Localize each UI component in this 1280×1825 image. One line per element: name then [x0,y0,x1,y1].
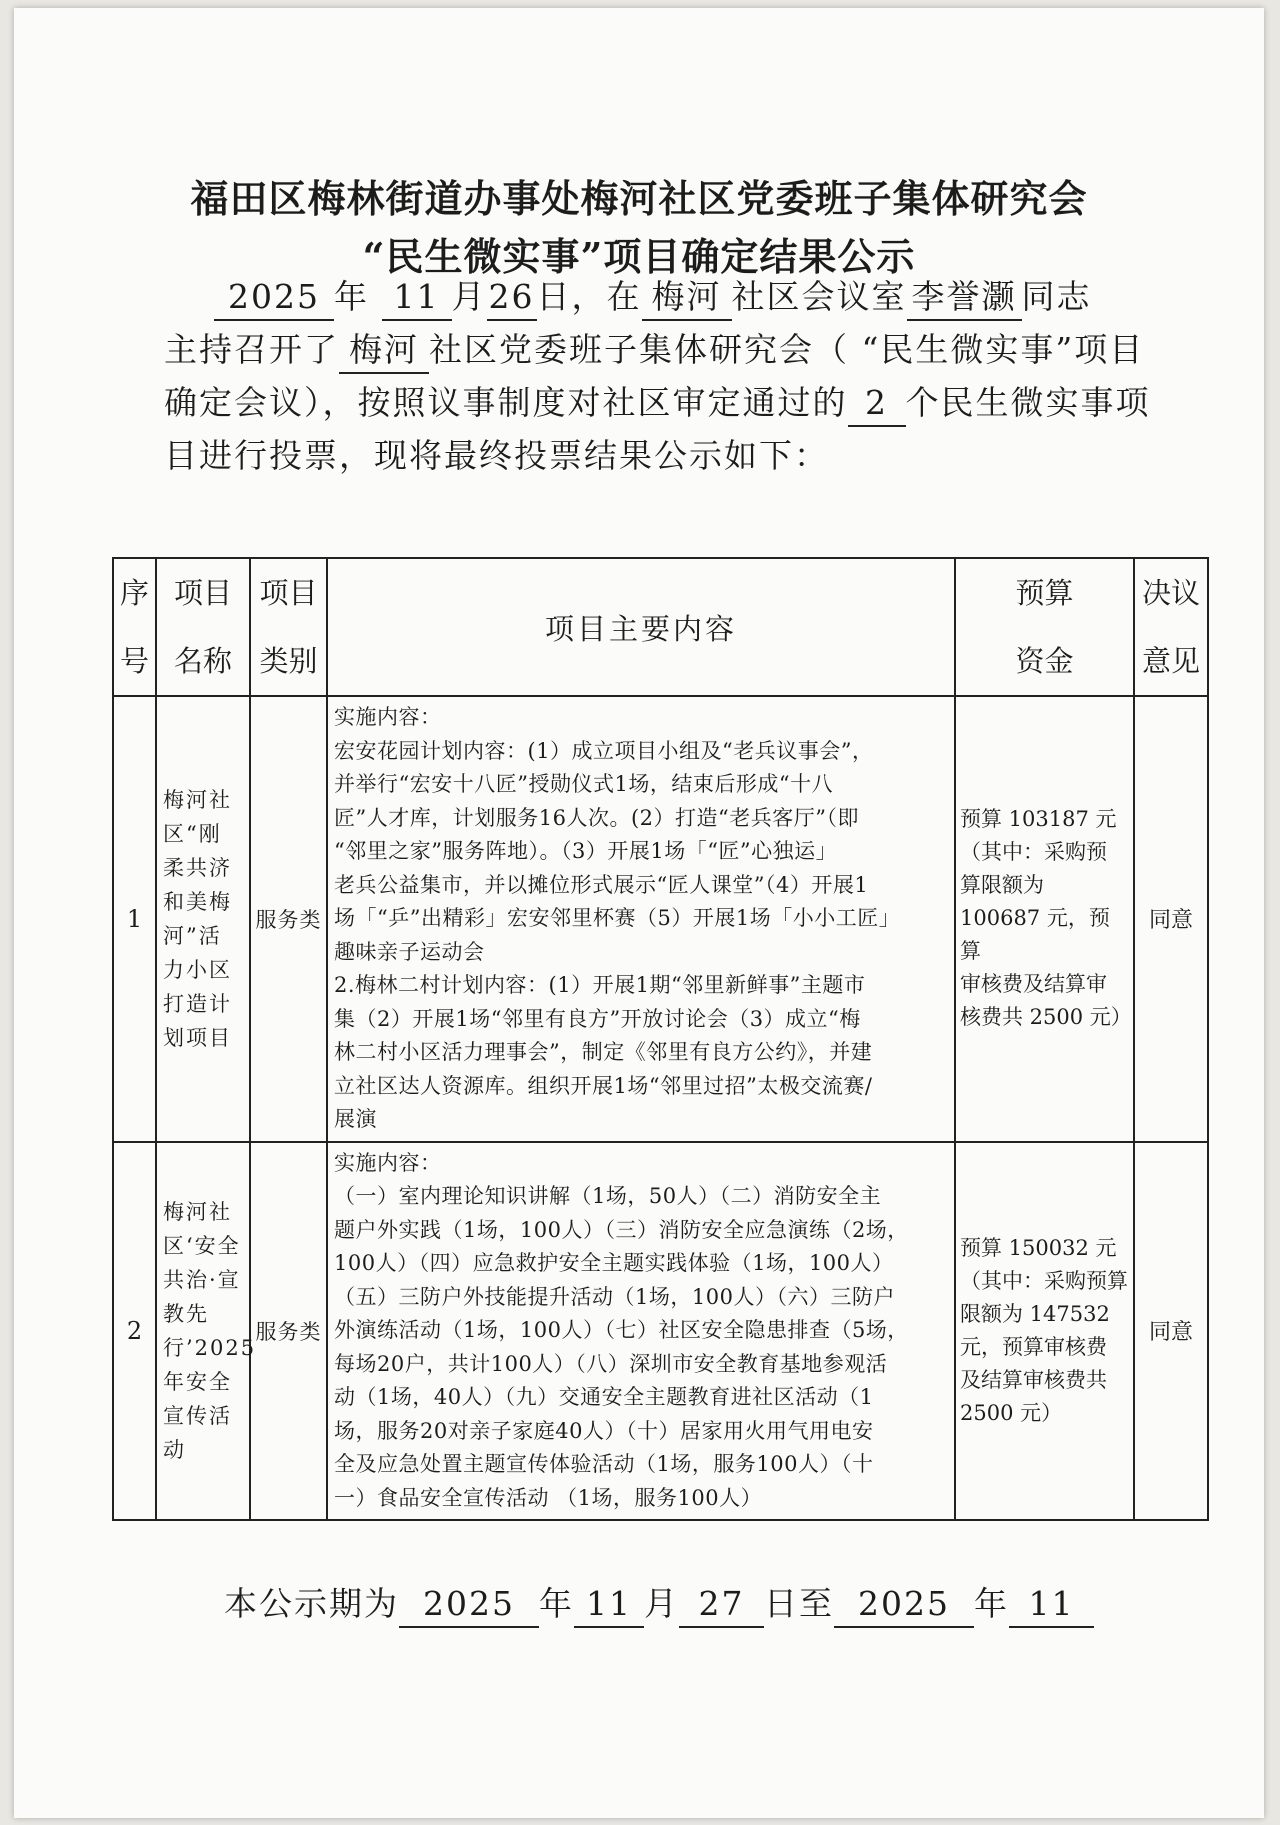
document-page [14,8,1264,1818]
intro-line-3: 确定会议），按照议事制度对社区审定通过的 2 个民生微实事项 [164,376,1174,429]
project-count: 2 [848,381,906,427]
row-serial: 1 [113,696,156,1142]
row-decision: 同意 [1134,696,1208,1142]
start-month: 11 [574,1582,644,1628]
page-title-line-1: 福田区梅林街道办事处梅河社区党委班子集体研究会 [190,176,1088,221]
header-budget: 预算 资金 [955,558,1134,696]
table-row [113,696,1208,1142]
row-serial: 2 [113,1142,156,1521]
start-year: 2025 [399,1582,539,1628]
meeting-day: 26 [487,275,537,321]
header-project-type: 项目 类别 [250,558,327,696]
page-title-line-2: “民生微实事”项目确定结果公示 [362,234,916,279]
end-year: 2025 [834,1582,974,1628]
intro-line-1: 2025 年 11 月26日，在 梅河 社区会议室 李誉灏 同志 [164,270,1174,323]
start-day: 27 [679,1582,764,1628]
row-project-type: 服务类 [250,1142,327,1521]
row-decision: 同意 [1134,1142,1208,1521]
table-row [113,1142,1208,1521]
row-main-content: 实施内容： 宏安花园计划内容：(1）成立项目小组及“老兵议事会”， 并举行“宏安十八匠”授勋仪式1场，结束后形成“十八 匠”人才库，计划服务16人次。(2）打造“老兵客厅”（即 “邻里之家”服务阵地）。（3）开展1场「“匠”心独运」 老兵公益集市，并以摊位形式展示“匠人课堂”（4）开展1 场「“乒”出精彩」宏安邻里杯赛（5）开展1场「小小工匠」 趣味亲子运动会 2.梅林二村计划内容：(1）开展1期“邻里新鲜事”主题市 集（2）开展1场“邻里有良方”开放讨论会（3）成立“梅 林二村小区活力理事会”，制定《邻里有良方公约》，并建 立社区达人资源库。组织开展1场“邻里过招”太极交流赛/ 展演 [327,696,955,1142]
intro-line-4: 目进行投票，现将最终投票结果公示如下： [164,436,829,475]
table-header-row [113,558,1208,696]
result-table [112,557,1209,1521]
row-budget: 预算 103187 元 （其中：采购预 算限额为 100687 元，预算 审核费及结算审 核费共 2500 元） [955,696,1134,1142]
row-project-type: 服务类 [250,696,327,1142]
row-main-content: 实施内容： （一）室内理论知识讲解（1场，50人）（二）消防安全主 题户外实践（1场，100人）（三）消防安全应急演练（2场， 100人）（四）应急救护安全主题实践体验（1场，100人） （五）三防户外技能提升活动（1场，100人）（六）三防户 外演练活动（1场，100人）（七）社区安全隐患排查（5场， 每场20户，共计100人）（八）深圳市安全教育基地参观活 动（1场，40人）（九）交通安全主题教育进社区活动（1 场，服务20对亲子家庭40人）（十）居家用火用气用电安 全及应急处置主题宣传体验活动（1场，服务100人）（十 一）食品安全宣传活动 （1场，服务100人） [327,1142,955,1521]
header-main-content: 项目主要内容 [327,558,955,696]
header-serial: 序 号 [113,558,156,696]
host-name: 李誉灏 [907,275,1022,321]
row-project-name: 梅河社区‘安全共治·宣教先行’2025年安全宣传活动 [156,1142,250,1521]
row-project-name: 梅河社区“刚柔共济和美梅河”活力小区打造计划项目 [156,696,250,1142]
intro-line-2: 主持召开了 梅河 社区党委班子集体研究会（ “民生微实事”项目 [164,323,1174,376]
header-decision: 决议 意见 [1134,558,1208,696]
community-name: 梅河 [642,275,732,321]
meeting-month: 11 [382,275,452,321]
end-month: 11 [1009,1582,1094,1628]
publicity-period: 本公示期为 2025 年 11 月 27 日至 2025 年 11 [224,1578,1094,1628]
header-project-name: 项目 名称 [156,558,250,696]
meeting-year: 2025 [214,275,334,321]
row-budget: 预算 150032 元 （其中：采购预算 限额为 147532 元，预算审核费 及结算审核费共 2500 元） [955,1142,1134,1521]
community-name-2: 梅河 [339,328,429,374]
